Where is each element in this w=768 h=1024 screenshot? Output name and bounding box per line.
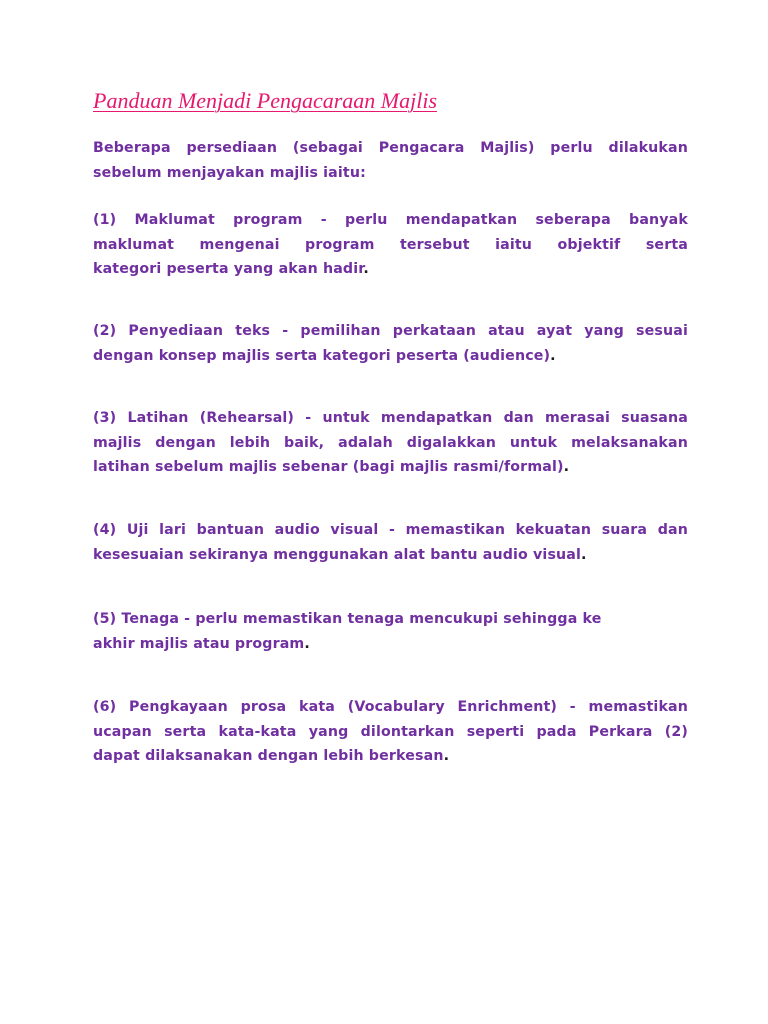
item-line-last: [93, 257, 688, 282]
item-3-paragraph: [93, 406, 688, 480]
item-line: majlis dengan lebih baik, adalah digalakkan untuk melaksanakan: [93, 434, 688, 451]
document-title: Panduan Menjadi Pengacaraan Majlis: [93, 88, 438, 113]
item-line: (2) Penyediaan teks - pemilihan perkataan atau ayat yang sesuai: [93, 323, 688, 339]
item-line-text: akhir majlis atau program: [93, 635, 305, 652]
item-line: ucapan serta kata-kata yang dilontarkan seperti pada Perkara (2): [93, 723, 688, 740]
item-line-text: kesesuaian sekiranya menggunakan alat bantu audio visual: [93, 546, 582, 563]
item-line-last: [93, 632, 688, 657]
item-line: (3) Latihan (Rehearsal) - untuk mendapatkan dan merasai suasana: [93, 410, 688, 426]
item-period: .: [304, 635, 310, 652]
item-line: (6) Pengkayaan prosa kata (Vocabulary Enrichment) - memastikan: [93, 699, 688, 715]
item-line-text: latihan sebelum majlis sebenar (bagi majlis rasmi/formal): [93, 459, 564, 475]
item-4-paragraph: [93, 518, 688, 567]
item-period: .: [563, 459, 570, 475]
intro-line: sebelum menjayakan majlis iaitu:: [93, 164, 366, 181]
item-line: (5) Tenaga - perlu memastikan tenaga mencukupi sehingga ke: [93, 611, 602, 627]
item-line-last: [93, 344, 688, 369]
item-line-text: kategori peserta yang akan hadir: [93, 261, 364, 277]
item-period: .: [363, 261, 369, 277]
item-period: .: [443, 748, 450, 764]
item-2-paragraph: [93, 319, 688, 368]
item-period: .: [581, 546, 587, 563]
item-period: .: [550, 347, 556, 364]
item-line: (1) Maklumat program - perlu mendapatkan seberapa banyak: [93, 212, 688, 228]
item-5-paragraph: [93, 607, 688, 656]
intro-line: Beberapa persediaan (sebagai Pengacara Majlis) perlu dilakukan: [93, 140, 688, 156]
item-line: maklumat mengenai program tersebut iaitu objektif serta: [93, 236, 688, 253]
item-line-text: dengan konsep majlis serta kategori peserta (audience): [93, 347, 551, 364]
item-line-text: dapat dilaksanakan dengan lebih berkesan: [93, 748, 444, 764]
item-6-paragraph: [93, 695, 688, 769]
item-line-last: [93, 543, 688, 568]
item-1-paragraph: [93, 208, 688, 282]
intro-paragraph: [93, 136, 688, 185]
item-line-last: [93, 744, 688, 769]
item-line: (4) Uji lari bantuan audio visual - memastikan kekuatan suara dan: [93, 522, 688, 538]
item-line-last: [93, 455, 688, 480]
